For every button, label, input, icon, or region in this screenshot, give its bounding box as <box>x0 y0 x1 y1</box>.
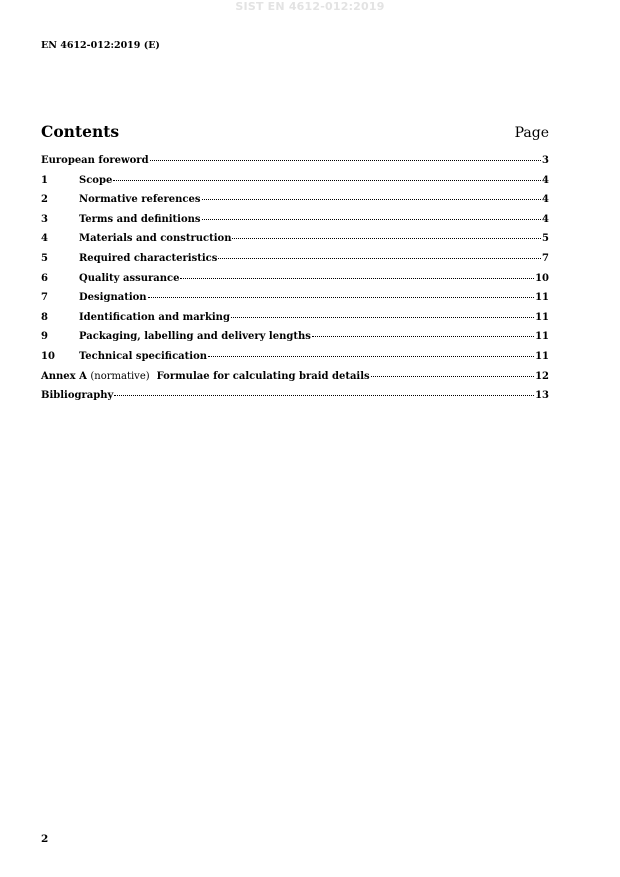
annex-label: Annex A <box>41 370 87 382</box>
toc-entry-number: 10 <box>41 350 55 362</box>
toc-entry-title: Technical specification <box>79 350 208 362</box>
toc-entry-foreword[interactable] <box>41 155 549 175</box>
page-column-label: Page <box>514 125 549 141</box>
toc-entry-page: 4 <box>542 213 549 225</box>
toc-entry-technical-specification[interactable] <box>41 351 549 371</box>
toc-entry-page: 11 <box>535 350 549 362</box>
toc-entry-title: Packaging, labelling and delivery lengths <box>79 331 311 343</box>
toc-entry-number: 4 <box>41 233 48 245</box>
toc-leader-dots <box>113 180 541 181</box>
toc-entry-page: 10 <box>535 272 549 284</box>
toc-entry-page: 3 <box>542 155 549 166</box>
toc-entry-normative-references[interactable] <box>41 194 549 214</box>
document-identifier: EN 4612-012:2019 (E) <box>41 40 160 51</box>
page-number: 2 <box>41 833 49 845</box>
toc-entry-page: 13 <box>535 390 549 402</box>
toc-entry-number: 6 <box>41 272 48 284</box>
toc-entry-title: Normative references <box>79 194 201 206</box>
annex-title: Formulae for calculating braid details <box>156 370 370 382</box>
toc-entry-page: 5 <box>542 233 549 245</box>
toc-leader-dots <box>202 199 542 200</box>
toc-entry-number: 3 <box>41 213 48 225</box>
toc-entry-page: 4 <box>542 174 549 186</box>
toc-entry-title: Identification and marking <box>79 311 230 323</box>
toc-leader-dots <box>232 238 541 239</box>
toc-entry-quality-assurance[interactable] <box>41 273 549 293</box>
toc-entry-required-characteristics[interactable] <box>41 253 549 273</box>
toc-entry-title: Designation <box>79 292 147 304</box>
table-of-contents <box>41 155 549 410</box>
toc-entry-materials[interactable] <box>41 233 549 253</box>
toc-entry-title: Materials and construction <box>79 233 232 245</box>
toc-entry-title: Scope <box>79 174 113 186</box>
toc-entry-title: Terms and definitions <box>79 213 201 225</box>
toc-leader-dots <box>114 395 534 396</box>
toc-entry-page: 12 <box>535 370 549 382</box>
toc-entry-number: 2 <box>41 194 48 206</box>
toc-entry-page: 11 <box>535 292 549 304</box>
toc-entry-title <box>41 371 370 382</box>
toc-entry-number: 7 <box>41 292 48 304</box>
toc-leader-dots <box>312 336 534 337</box>
watermark: SIST EN 4612-012:2019 <box>235 0 385 13</box>
toc-entry-bibliography[interactable] <box>41 390 549 410</box>
toc-entry-title: Quality assurance <box>79 272 180 284</box>
toc-entry-scope[interactable] <box>41 175 549 195</box>
toc-entry-page: 11 <box>535 331 549 343</box>
toc-entry-title: European foreword <box>41 155 149 166</box>
toc-entry-identification-marking[interactable] <box>41 312 549 332</box>
toc-leader-dots <box>202 219 542 220</box>
toc-entry-annex-a[interactable] <box>41 371 549 391</box>
toc-entry-page: 11 <box>535 311 549 323</box>
toc-entry-designation[interactable] <box>41 292 549 312</box>
toc-leader-dots <box>231 317 534 318</box>
toc-leader-dots <box>218 258 541 259</box>
contents-header <box>41 122 549 141</box>
toc-entry-number: 8 <box>41 311 48 323</box>
toc-leader-dots <box>148 297 535 298</box>
toc-entry-number: 5 <box>41 252 48 264</box>
toc-leader-dots <box>150 160 541 161</box>
toc-entry-page: 7 <box>542 252 549 264</box>
toc-entry-number: 9 <box>41 331 48 343</box>
toc-entry-terms-definitions[interactable] <box>41 214 549 234</box>
contents-title: Contents <box>41 122 120 141</box>
toc-entry-packaging[interactable] <box>41 331 549 351</box>
toc-leader-dots <box>208 356 534 357</box>
toc-entry-number: 1 <box>41 174 48 186</box>
toc-leader-dots <box>371 376 534 377</box>
annex-type: (normative) <box>90 370 150 382</box>
toc-entry-title: Required characteristics <box>79 252 218 264</box>
toc-entry-page: 4 <box>542 194 549 206</box>
toc-leader-dots <box>180 278 534 279</box>
toc-entry-title: Bibliography <box>41 390 114 402</box>
